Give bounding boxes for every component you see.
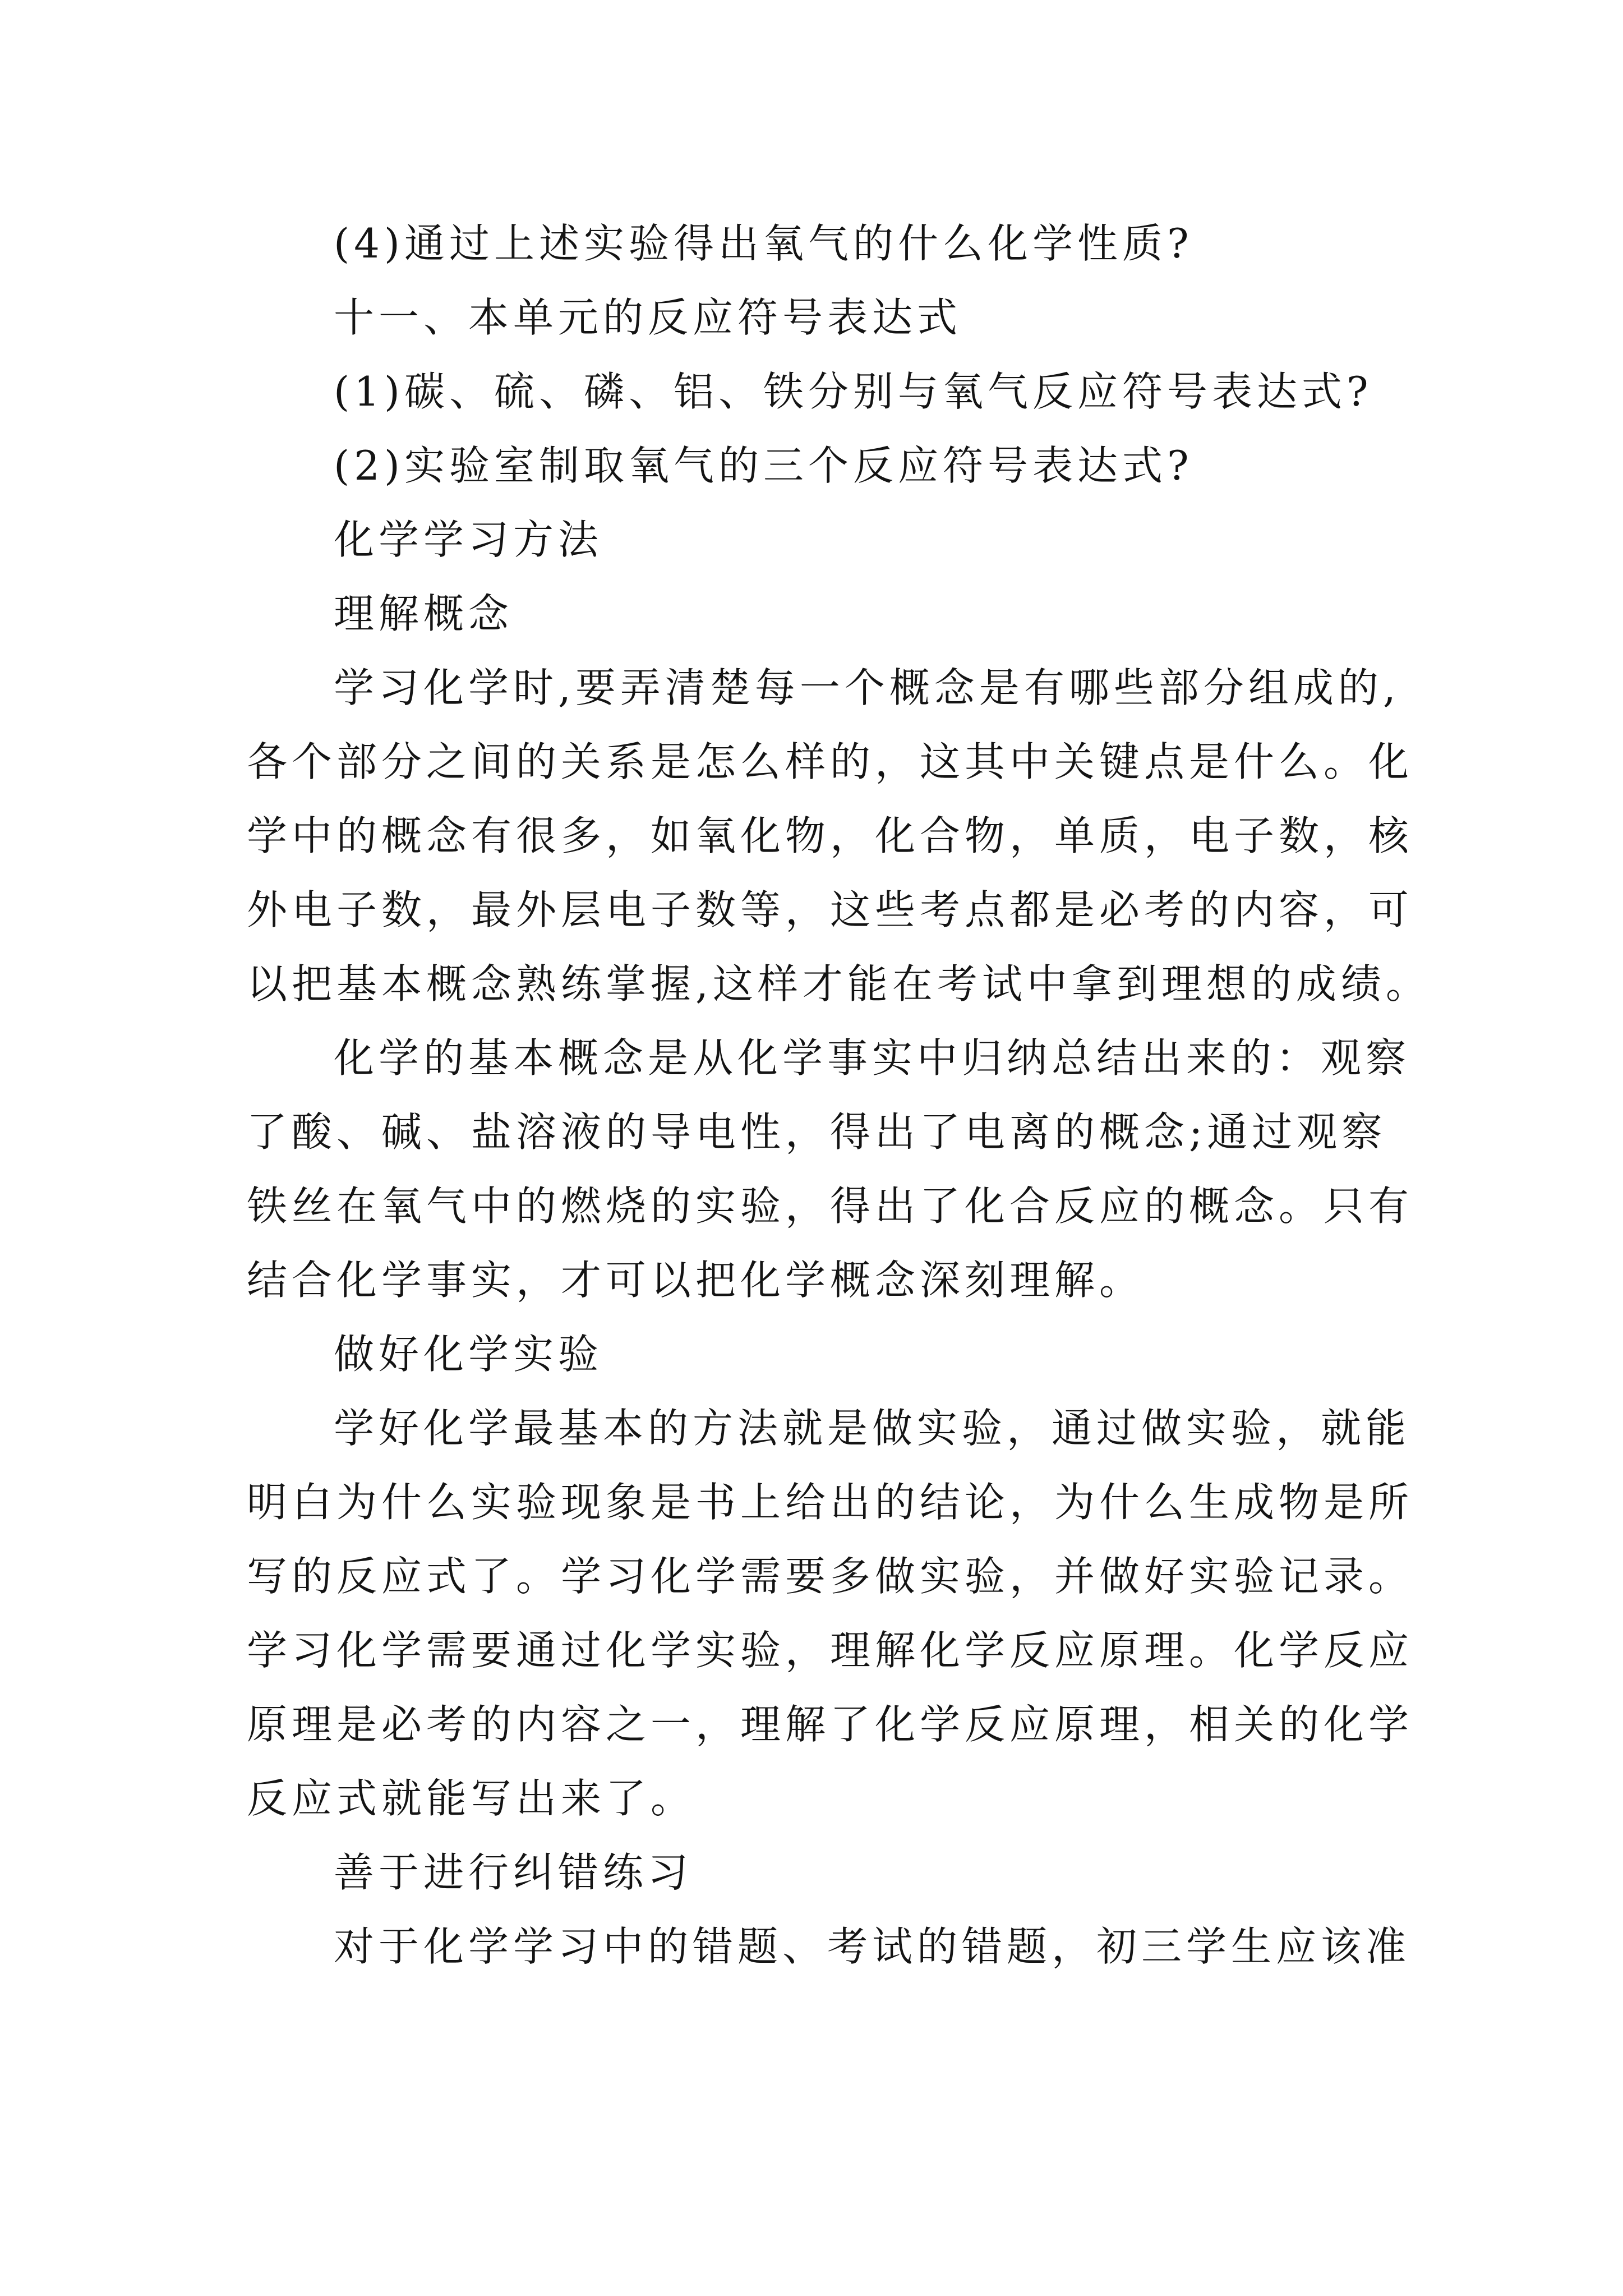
paragraph-line: 结合化学事实，才可以把化学概念深刻理解。	[247, 1257, 1145, 1304]
question-4: (4)通过上述实验得出氧气的什么化学性质?	[334, 220, 1193, 267]
heading-understand-concepts: 理解概念	[334, 590, 514, 637]
question-1: (1)碳、硫、磷、铝、铁分别与氧气反应符号表达式?	[334, 368, 1373, 415]
paragraph-line: 学好化学最基本的方法就是做实验，通过做实验，就能	[334, 1405, 1411, 1452]
paragraph-line: 学习化学时,要弄清楚每一个概念是有哪些部分组成的,	[334, 664, 1400, 711]
paragraph-line: 反应式就能写出来了。	[247, 1775, 696, 1822]
paragraph-line: 外电子数，最外层电子数等，这些考点都是必考的内容，可	[247, 886, 1414, 933]
paragraph-line: 各个部分之间的关系是怎么样的，这其中关键点是什么。化	[247, 738, 1414, 785]
paragraph-error-correction	[247, 1910, 1411, 1984]
paragraph-line: 化学的基本概念是从化学事实中归纳总结出来的：观察	[334, 1034, 1411, 1082]
document-body	[247, 206, 1431, 1984]
section-heading-reaction-expressions: 十一、本单元的反应符号表达式	[334, 294, 962, 341]
paragraph-line: 对于化学学习中的错题、考试的错题，初三学生应该准	[334, 1923, 1411, 1970]
paragraph-line: 学习化学需要通过化学实验，理解化学反应原理。化学反应	[247, 1627, 1414, 1674]
paragraph-line: 原理是必考的内容之一，理解了化学反应原理，相关的化学	[247, 1701, 1414, 1748]
paragraph-line: 明白为什么实验现象是书上给出的结论，为什么生成物是所	[247, 1479, 1414, 1526]
paragraph-line: 了酸、碱、盐溶液的导电性，得出了电离的概念;通过观察	[247, 1108, 1387, 1156]
paragraph-line: 以把基本概念熟练掌握,这样才能在考试中拿到理想的成绩。	[247, 960, 1431, 1007]
heading-learning-methods: 化学学习方法	[334, 516, 603, 563]
heading-experiments: 做好化学实验	[334, 1331, 603, 1378]
paragraph-line: 写的反应式了。学习化学需要多做实验，并做好实验记录。	[247, 1553, 1414, 1600]
question-2: (2)实验室制取氧气的三个反应符号表达式?	[334, 442, 1193, 489]
paragraph-concept-facts	[247, 1021, 1414, 1317]
paragraph-line: 铁丝在氧气中的燃烧的实验，得出了化合反应的概念。只有	[247, 1182, 1414, 1230]
paragraph-concepts	[247, 651, 1431, 1021]
heading-error-correction: 善于进行纠错练习	[334, 1849, 693, 1896]
paragraph-line: 学中的概念有很多，如氧化物，化合物，单质，电子数，核	[247, 812, 1414, 859]
paragraph-experiments	[247, 1391, 1414, 1835]
